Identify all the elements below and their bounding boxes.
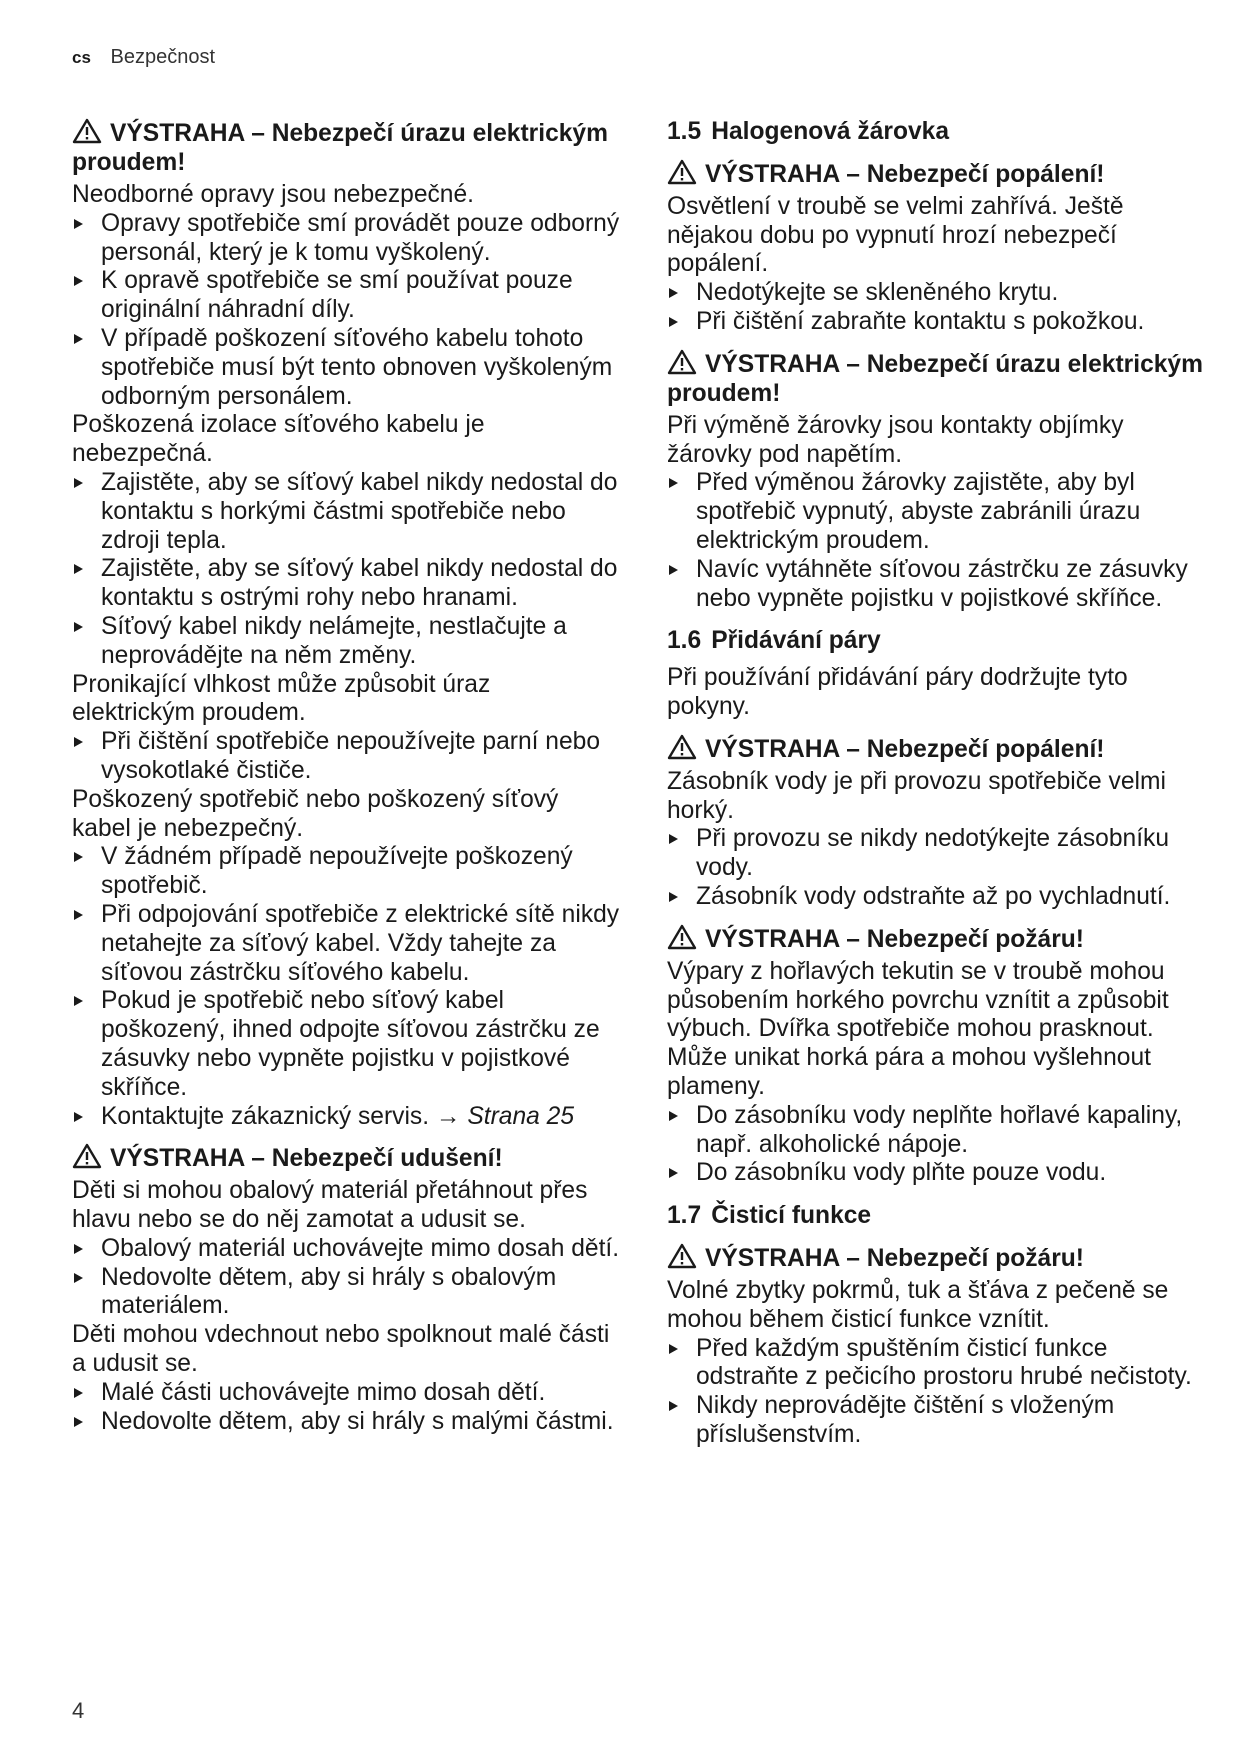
bullet-arrow-icon	[74, 1388, 83, 1398]
right-column	[667, 118, 1207, 1450]
warning-triangle-icon	[72, 118, 102, 144]
paragraph: Poškozený spotřebič nebo poškozený síťový kabel je nebezpečný.	[72, 785, 559, 842]
list-item-text: Před výměnou žárovky zajistěte, aby byl spotřebič vypnutý, abyste zabránili úrazu elektrickým proudem.	[696, 469, 1141, 554]
warning-title: VÝSTRAHA – Nebezpečí požáru!	[705, 925, 1084, 953]
bullet-arrow-icon	[74, 737, 83, 747]
paragraph: Zásobník vody je při provozu spotřebiče velmi horký.	[667, 767, 1166, 824]
section-heading-title: Halogenová žárovka	[711, 118, 950, 145]
bullet-arrow-icon	[669, 1168, 678, 1178]
list-item-text: Opravy spotřebiče smí provádět pouze odborný personál, který je k tomu vyškolený.	[101, 209, 620, 266]
paragraph: Výpary z hořlavých tekutin se v troubě mohou působením horkého povrchu vznítit a způsobit výbuch. Dvířka spotřebiče mohou prasknout. Může unikat horká pára a mohou vyšlehnout plameny.	[667, 957, 1169, 1100]
warning-heading	[667, 924, 1207, 954]
list-item	[72, 1103, 620, 1132]
bullet-arrow-icon	[74, 1417, 83, 1427]
bullet-list	[72, 843, 620, 1131]
list-item	[72, 1264, 620, 1322]
paragraph: Děti si mohou obalový materiál přetáhnout přes hlavu nebo se do něj zamotat a udusit se.	[72, 1177, 588, 1234]
list-item-text: Síťový kabel nikdy nelámejte, nestlačujte a neprovádějte na něm změny.	[101, 612, 567, 669]
section-heading-1-6	[667, 627, 1207, 656]
list-item	[72, 901, 620, 987]
list-item	[667, 556, 1207, 614]
warning-heading	[667, 159, 1207, 189]
list-item	[72, 469, 620, 555]
list-item-text: Kontaktujte zákaznický servis.	[101, 1102, 430, 1130]
bullet-arrow-icon	[74, 564, 83, 574]
list-item-text: V žádném případě nepoužívejte poškozený spotřebič.	[101, 843, 573, 900]
list-item-text: Nikdy neprovádějte čištění s vloženým příslušenstvím.	[696, 1392, 1115, 1448]
warning-heading	[667, 349, 1207, 408]
section-title: Bezpečnost	[110, 46, 215, 68]
warning-heading	[667, 734, 1207, 764]
list-item-text: Navíc vytáhněte síťovou zástrčku ze zásuvky nebo vypněte pojistku v pojistkové skříňce.	[696, 555, 1188, 612]
bullet-arrow-icon	[74, 1244, 83, 1254]
bullet-arrow-icon	[74, 478, 83, 488]
bullet-list	[667, 279, 1207, 337]
list-item	[667, 883, 1207, 912]
list-item	[72, 267, 620, 325]
list-item	[72, 1379, 620, 1408]
list-item-text: Při čištění spotřebiče nepoužívejte parní nebo vysokotlaké čističe.	[101, 728, 601, 784]
list-item	[667, 1392, 1207, 1450]
bullet-list	[72, 728, 620, 786]
bullet-list	[667, 825, 1207, 911]
section-heading-title: Přidávání páry	[711, 627, 881, 655]
bullet-arrow-icon	[669, 892, 678, 902]
bullet-arrow-icon	[74, 276, 83, 286]
warning-triangle-icon	[667, 1243, 697, 1269]
list-item-text: Při provozu se nikdy nedotýkejte zásobníku vody.	[696, 825, 1170, 882]
bullet-arrow-icon	[669, 565, 678, 575]
list-item	[72, 987, 620, 1102]
section-heading-1-7	[667, 1202, 1207, 1231]
warning-heading	[72, 118, 620, 177]
list-item	[667, 1335, 1207, 1393]
bullet-arrow-icon	[74, 1273, 83, 1283]
list-item-text: K opravě spotřebiče se smí používat pouze originální náhradní díly.	[101, 267, 573, 324]
warning-title: VÝSTRAHA – Nebezpečí úrazu elektrickým proudem!	[72, 120, 608, 176]
warning-triangle-icon	[667, 159, 697, 185]
list-item	[72, 843, 620, 901]
bullet-list	[72, 1379, 620, 1437]
bullet-arrow-icon	[74, 910, 83, 920]
paragraph: Neodborné opravy jsou nebezpečné.	[72, 181, 474, 208]
paragraph: Při výměně žárovky jsou kontakty objímky žárovky pod napětím.	[667, 411, 1124, 468]
paragraph: Poškozená izolace síťového kabelu je nebezpečná.	[72, 411, 485, 468]
bullet-list	[72, 210, 620, 412]
warning-title: VÝSTRAHA – Nebezpečí úrazu elektrickým proudem!	[667, 350, 1203, 407]
warning-triangle-icon	[667, 349, 697, 375]
list-item-text: Do zásobníku vody neplňte hořlavé kapaliny, např. alkoholické nápoje.	[696, 1101, 1183, 1158]
section-number: 1.6	[667, 627, 702, 655]
warning-triangle-icon	[667, 734, 697, 760]
list-item	[72, 325, 620, 411]
list-item-text: Zásobník vody odstraňte až po vychladnutí.	[696, 882, 1171, 910]
list-item-text: Při čištění zabraňte kontaktu s pokožkou.	[696, 307, 1145, 335]
list-item-text: Pokud je spotřebič nebo síťový kabel poškozený, ihned odpojte síťovou zástrčku ze zásuvky nebo vypněte pojistku v pojistkové skříňce.	[101, 987, 600, 1101]
list-item	[72, 210, 620, 268]
list-item-text: Nedotýkejte se skleněného krytu.	[696, 279, 1059, 307]
list-item	[72, 613, 620, 671]
page-number: 4	[72, 1698, 85, 1723]
page-reference-link[interactable]: Strana 25	[467, 1102, 574, 1130]
language-code: cs	[72, 48, 91, 67]
bullet-arrow-icon	[74, 996, 83, 1006]
bullet-arrow-icon	[74, 334, 83, 344]
page-header	[72, 46, 215, 69]
bullet-arrow-icon	[669, 288, 678, 298]
list-item	[72, 728, 620, 786]
paragraph: Osvětlení v troubě se velmi zahřívá. Ještě nějakou dobu po vypnutí hrozí nebezpečí popálení.	[667, 192, 1124, 278]
bullet-arrow-icon	[74, 852, 83, 862]
paragraph: Děti mohou vdechnout nebo spolknout malé části a udusit se.	[72, 1321, 610, 1378]
list-item-text: Zajistěte, aby se síťový kabel nikdy nedostal do kontaktu s ostrými rohy nebo hranami.	[101, 555, 618, 612]
left-column	[72, 118, 620, 1436]
arrow-right-icon: →	[435, 1102, 461, 1130]
bullet-arrow-icon	[74, 1112, 83, 1122]
list-item-text: Při odpojování spotřebiče z elektrické sítě nikdy netahejte za síťový kabel. Vždy tahejte za síťovou zástrčku síťového kabelu.	[101, 900, 620, 986]
list-item-text: Do zásobníku vody plňte pouze vodu.	[696, 1159, 1107, 1187]
warning-title: VÝSTRAHA – Nebezpečí popálení!	[705, 735, 1105, 763]
list-item	[72, 555, 620, 613]
warning-title: VÝSTRAHA – Nebezpečí popálení!	[705, 160, 1105, 188]
bullet-arrow-icon	[669, 834, 678, 844]
list-item	[667, 825, 1207, 883]
list-item-text: Zajistěte, aby se síťový kabel nikdy nedostal do kontaktu s horkými částmi spotřebiče nebo zdroji tepla.	[101, 468, 618, 554]
bullet-arrow-icon	[669, 1401, 678, 1411]
paragraph: Pronikající vlhkost může způsobit úraz elektrickým proudem.	[72, 670, 491, 727]
bullet-arrow-icon	[669, 317, 678, 327]
list-item	[667, 1159, 1207, 1188]
bullet-list	[667, 1102, 1207, 1188]
bullet-list	[72, 469, 620, 671]
list-item	[72, 1408, 620, 1437]
section-number: 1.5	[667, 118, 702, 145]
bullet-list	[667, 1335, 1207, 1450]
paragraph: Volné zbytky pokrmů, tuk a šťáva z pečeně se mohou během čisticí funkce vznítit.	[667, 1276, 1169, 1333]
list-item	[667, 469, 1207, 555]
bullet-list	[667, 469, 1207, 613]
list-item-text: Nedovolte dětem, aby si hrály s obalovým materiálem.	[101, 1263, 557, 1320]
paragraph: Při používání přidávání páry dodržujte tyto pokyny.	[667, 664, 1128, 720]
warning-title: VÝSTRAHA – Nebezpečí udušení!	[110, 1145, 503, 1173]
bullet-list	[72, 1235, 620, 1321]
bullet-arrow-icon	[669, 478, 678, 488]
warning-title: VÝSTRAHA – Nebezpečí požáru!	[705, 1244, 1084, 1272]
section-heading-1-5	[667, 118, 1207, 147]
warning-heading	[72, 1143, 620, 1173]
list-item-text: Obalový materiál uchovávejte mimo dosah dětí.	[101, 1234, 620, 1262]
bullet-arrow-icon	[669, 1111, 678, 1121]
list-item	[667, 1102, 1207, 1160]
bullet-arrow-icon	[74, 622, 83, 632]
bullet-arrow-icon	[669, 1344, 678, 1354]
list-item-text: Před každým spuštěním čisticí funkce odstraňte z pečicího prostoru hrubé nečistoty.	[696, 1334, 1192, 1391]
list-item	[667, 279, 1207, 308]
section-number: 1.7	[667, 1202, 702, 1230]
list-item-text: Malé části uchovávejte mimo dosah dětí.	[101, 1378, 546, 1406]
list-item-text: V případě poškození síťového kabelu tohoto spotřebiče musí být tento obnoven vyškoleným odborným personálem.	[101, 324, 613, 410]
warning-triangle-icon	[72, 1143, 102, 1169]
bullet-arrow-icon	[74, 219, 83, 229]
list-item	[72, 1235, 620, 1264]
section-heading-title: Čisticí funkce	[711, 1202, 872, 1230]
warning-heading	[667, 1243, 1207, 1273]
warning-triangle-icon	[667, 924, 697, 950]
list-item	[667, 308, 1207, 337]
list-item-text: Nedovolte dětem, aby si hrály s malými částmi.	[101, 1407, 614, 1435]
